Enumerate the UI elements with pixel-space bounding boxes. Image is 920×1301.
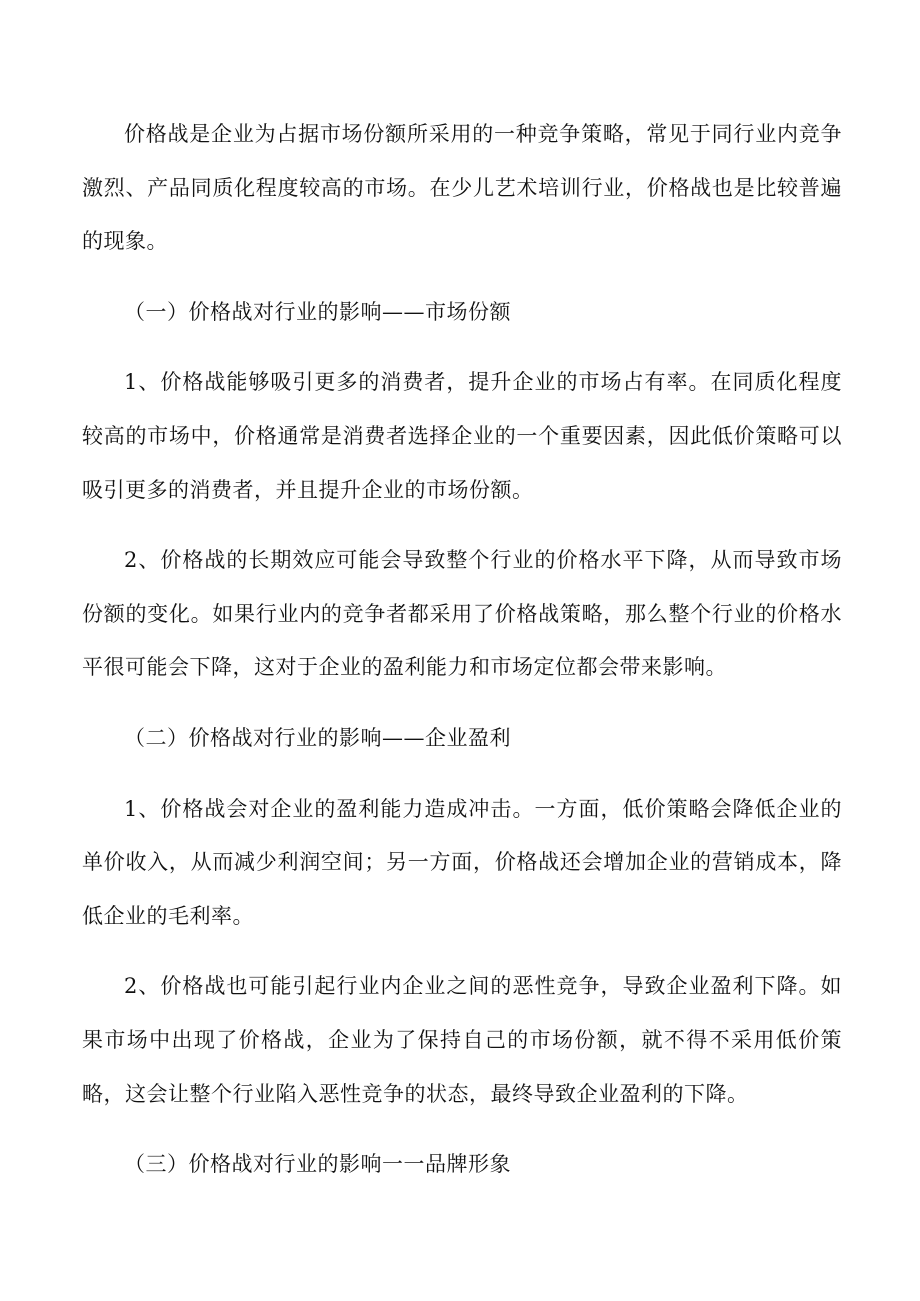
section-1-item-2: 2、价格战的长期效应可能会导致整个行业的价格水平下降，从而导致市场份额的变化。如果行业内的竞争者都采用了价格战策略，那么整个行业的价格水平很可能会下降，这对于企业的盈利能力和市场定位都会带来影响。	[82, 548, 842, 680]
section-heading-profit: （二）价格战对行业的影响——企业盈利	[124, 725, 511, 750]
section-heading-market-share: （一）价格战对行业的影响——市场份额	[124, 299, 511, 324]
document-body	[82, 108, 842, 1192]
intro-paragraph: 价格战是企业为占据市场份额所采用的一种竞争策略，常见于同行业内竞争激烈、产品同质化程度较高的市场。在少儿艺术培训行业，价格战也是比较普遍的现象。	[82, 122, 842, 254]
section-1-item-1: 1、价格战能够吸引更多的消费者，提升企业的市场占有率。在同质化程度较高的市场中，价格通常是消费者选择企业的一个重要因素，因此低价策略可以吸引更多的消费者，并且提升企业的市场份额。	[82, 370, 842, 502]
section-2-item-1: 1、价格战会对企业的盈利能力造成冲击。一方面，低价策略会降低企业的单价收入，从而减少利润空间；另一方面，价格战还会增加企业的营销成本，降低企业的毛利率。	[82, 796, 842, 928]
section-2-item-2: 2、价格战也可能引起行业内企业之间的恶性竞争，导致企业盈利下降。如果市场中出现了价格战，企业为了保持自己的市场份额，就不得不采用低价策略，这会让整个行业陷入恶性竞争的状态，最终导致企业盈利的下降。	[82, 974, 842, 1106]
section-heading-brand-image: （三）价格战对行业的影响一一品牌形象	[124, 1152, 511, 1177]
